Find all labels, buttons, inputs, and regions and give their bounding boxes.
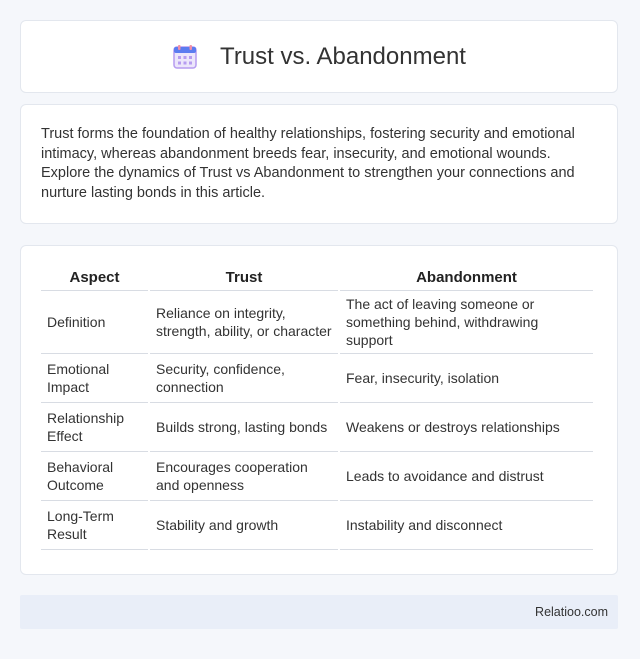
row-trust: Stability and growth: [150, 501, 338, 550]
intro-card: [20, 104, 618, 224]
row-abandonment: Fear, insecurity, isolation: [340, 354, 593, 403]
row-abandonment: The act of leaving someone or something behind, withdrawing support: [340, 291, 593, 354]
table-row: [41, 354, 593, 403]
row-abandonment: Instability and disconnect: [340, 501, 593, 550]
row-trust: Encourages cooperation and openness: [150, 452, 338, 501]
table-row: [41, 501, 593, 550]
header-trust: Trust: [150, 266, 338, 291]
row-trust: Builds strong, lasting bonds: [150, 403, 338, 452]
row-aspect: Definition: [41, 291, 148, 354]
title-card: [20, 20, 618, 93]
row-aspect: Relationship Effect: [41, 403, 148, 452]
page-title: Trust vs. Abandonment: [220, 42, 466, 70]
row-abandonment: Weakens or destroys relationships: [340, 403, 593, 452]
footer: [20, 595, 618, 629]
footer-brand[interactable]: Relatioo.com: [535, 605, 608, 619]
comparison-table: [39, 266, 595, 550]
table-row: [41, 291, 593, 354]
row-abandonment: Leads to avoidance and distrust: [340, 452, 593, 501]
header-abandonment: Abandonment: [340, 266, 593, 291]
row-aspect: Behavioral Outcome: [41, 452, 148, 501]
header-aspect: Aspect: [41, 266, 148, 291]
comparison-table-card: [20, 245, 618, 575]
table-row: [41, 403, 593, 452]
calendar-icon: [172, 44, 198, 70]
row-trust: Reliance on integrity, strength, ability, or character: [150, 291, 338, 354]
row-trust: Security, confidence, connection: [150, 354, 338, 403]
table-row: [41, 452, 593, 501]
row-aspect: Long-Term Result: [41, 501, 148, 550]
table-header-row: [41, 266, 593, 291]
row-aspect: Emotional Impact: [41, 354, 148, 403]
intro-text: Trust forms the foundation of healthy relationships, fostering security and emotional intimacy, whereas abandonment breeds fear, insecurity, and emotional wounds. Explore the dynamics of Trust vs Abandonment to strengthen your connections and nurture lasting bonds in this article.: [41, 126, 575, 201]
